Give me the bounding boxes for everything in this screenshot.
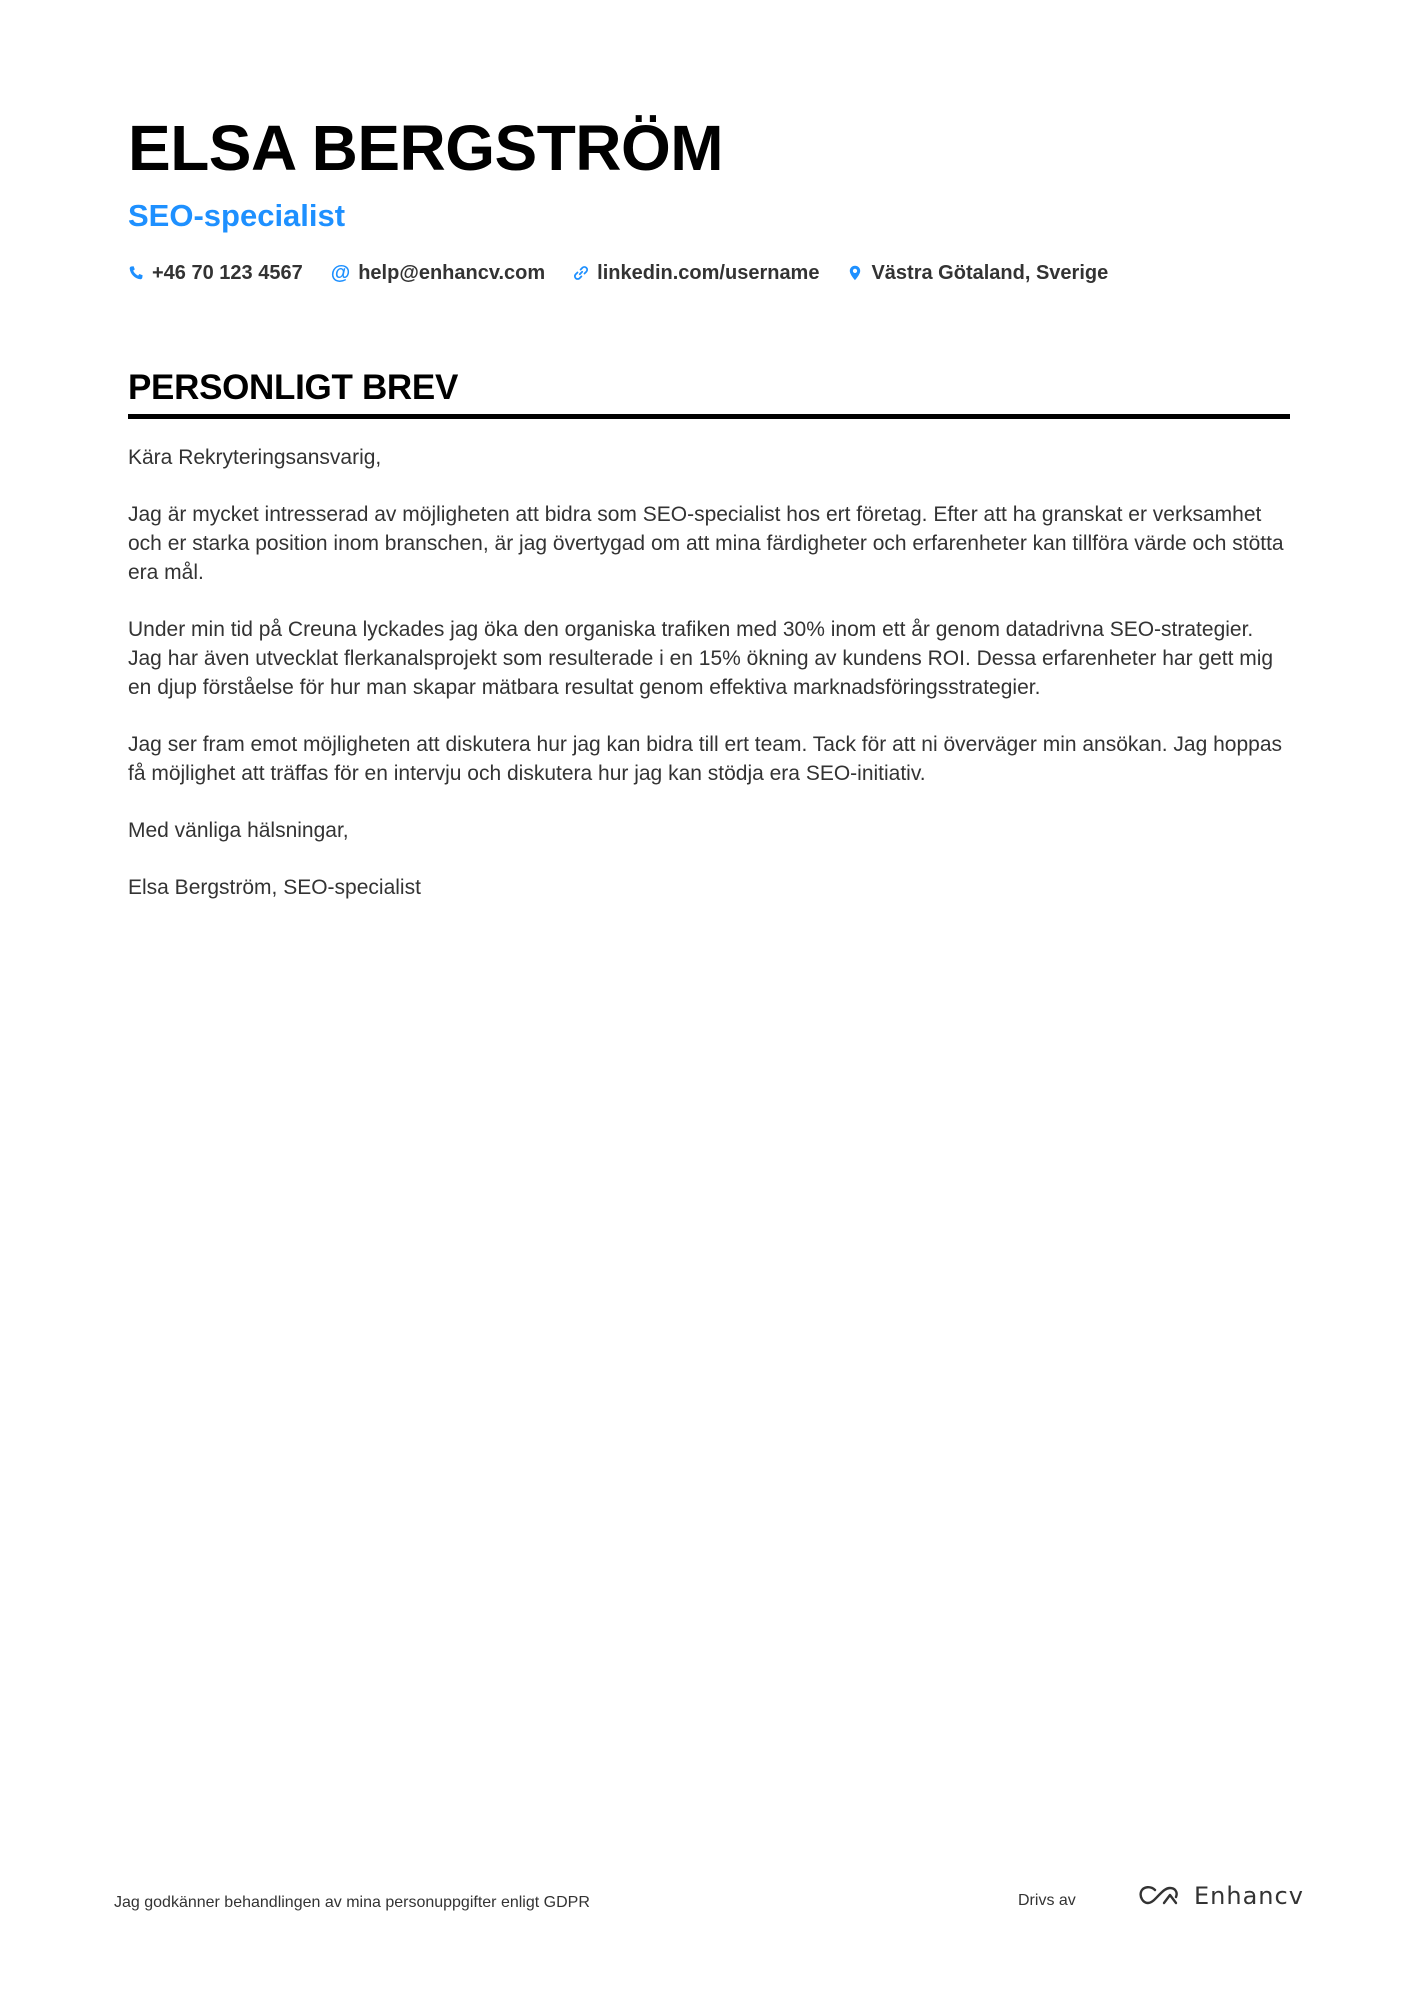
job-title: SEO-specialist (128, 198, 346, 233)
phone-number: +46 70 123 4567 (152, 262, 303, 284)
resume-header (128, 108, 1288, 288)
letter-signature: Elsa Bergström, SEO-specialist (128, 876, 421, 899)
phone-icon (128, 265, 144, 281)
section-divider (128, 414, 1290, 419)
powered-by-label: Drivs av (1018, 1892, 1076, 1909)
contact-email[interactable] (331, 258, 545, 288)
section-title: PERSONLIGT BREV (128, 368, 458, 407)
enhancv-logo-icon (1138, 1882, 1184, 1910)
map-pin-icon (847, 265, 863, 281)
linkedin-url: linkedin.com/username (597, 262, 820, 284)
candidate-name: ELSA BERGSTRÖM (128, 112, 724, 184)
enhancv-logo[interactable] (1138, 1882, 1304, 1910)
letter-paragraph: Jag är mycket intresserad av möjligheten att bidra som SEO-specialist hos ert företag. Efter att ha granskat er verksamhet och er starka position inom branschen, är jag övertygad om att mina färdigheter och erfarenheter kan tillföra värde och stötta era mål. (128, 503, 1284, 584)
link-icon (573, 265, 589, 281)
enhancv-logo-text: Enhancv (1194, 1882, 1304, 1910)
at-icon: @ (330, 262, 351, 284)
letter-paragraph: Under min tid på Creuna lyckades jag öka den organiska trafiken med 30% inom ett år genom datadrivna SEO-strategier. Jag har även utvecklat flerkanalsprojekt som resulterade i en 15% ökning av kundens ROI. Dessa erfarenheter har gett mig en djup förståelse för hur man skapar mätbara resultat genom effektiva marknadsföringsstrategier. (128, 618, 1274, 699)
contact-location (847, 258, 1108, 288)
contact-bar (128, 258, 1288, 288)
contact-linkedin[interactable] (573, 258, 819, 288)
location-text: Västra Götaland, Sverige (871, 262, 1109, 284)
page-footer (114, 1880, 1304, 1936)
gdpr-consent-text: Jag godkänner behandlingen av mina personuppgifter enligt GDPR (114, 1894, 590, 1911)
letter-body (128, 443, 1290, 902)
letter-greeting: Kära Rekryteringsansvarig, (128, 446, 382, 469)
letter-paragraph: Jag ser fram emot möjligheten att diskutera hur jag kan bidra till ert team. Tack för att ni överväger min ansökan. Jag hoppas få möjlighet att träffas för en intervju och diskutera hur jag kan stödja era SEO-initiativ. (128, 733, 1283, 785)
cover-letter-section (128, 364, 1290, 930)
email-address: help@enhancv.com (358, 262, 546, 284)
contact-phone[interactable] (128, 258, 303, 288)
letter-closing: Med vänliga hälsningar, (128, 819, 349, 842)
